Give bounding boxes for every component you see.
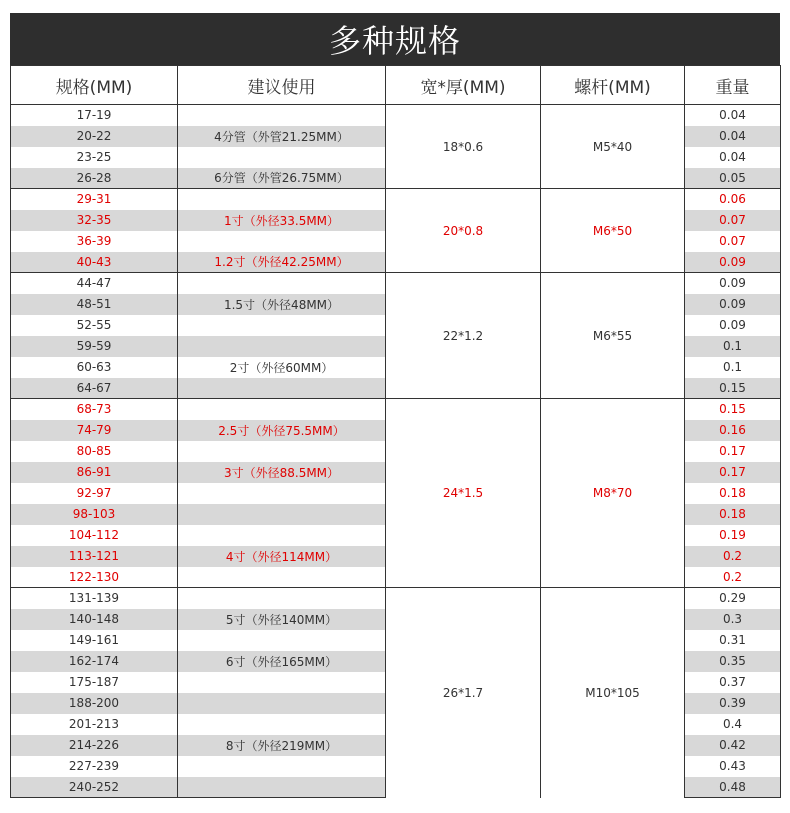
cell-weight: 0.17 [685,441,781,462]
cell-suggested-use [178,273,386,294]
cell-suggested-use: 8寸（外径219MM） [178,735,386,756]
cell-spec: 188-200 [11,693,178,714]
cell-suggested-use: 1寸（外径33.5MM） [178,210,386,231]
cell-spec: 23-25 [11,147,178,168]
table-header [11,66,781,105]
cell-spec: 68-73 [11,399,178,420]
cell-width-thickness: 22*1.2 [386,273,541,399]
cell-weight: 0.35 [685,651,781,672]
cell-bolt: M6*55 [541,273,685,399]
cell-weight: 0.2 [685,546,781,567]
cell-suggested-use [178,672,386,693]
cell-weight: 0.39 [685,693,781,714]
cell-suggested-use [178,630,386,651]
cell-spec: 32-35 [11,210,178,231]
cell-weight: 0.1 [685,336,781,357]
cell-weight: 0.05 [685,168,781,189]
cell-weight: 0.04 [685,105,781,126]
cell-suggested-use [178,567,386,588]
cell-spec: 240-252 [11,777,178,798]
cell-spec: 44-47 [11,273,178,294]
cell-weight: 0.18 [685,483,781,504]
cell-spec: 52-55 [11,315,178,336]
cell-spec: 40-43 [11,252,178,273]
cell-spec: 104-112 [11,525,178,546]
table-row [11,189,781,210]
cell-suggested-use: 2寸（外径60MM） [178,357,386,378]
header-row [11,66,781,105]
cell-weight: 0.29 [685,588,781,609]
cell-weight: 0.04 [685,126,781,147]
cell-suggested-use [178,336,386,357]
cell-weight: 0.3 [685,609,781,630]
cell-bolt: M8*70 [541,399,685,588]
cell-suggested-use [178,378,386,399]
header-spec: 规格(MM) [11,66,178,105]
cell-suggested-use: 6分管（外管26.75MM） [178,168,386,189]
table-row [11,105,781,126]
cell-spec: 29-31 [11,189,178,210]
cell-spec: 48-51 [11,294,178,315]
spec-sheet [10,13,780,798]
cell-width-thickness: 18*0.6 [386,105,541,189]
cell-bolt: M10*105 [541,588,685,798]
cell-spec: 131-139 [11,588,178,609]
cell-spec: 60-63 [11,357,178,378]
cell-spec: 74-79 [11,420,178,441]
cell-spec: 214-226 [11,735,178,756]
cell-bolt: M6*50 [541,189,685,273]
cell-spec: 92-97 [11,483,178,504]
cell-weight: 0.15 [685,378,781,399]
cell-suggested-use [178,105,386,126]
header-suggested-use: 建议使用 [178,66,386,105]
cell-weight: 0.37 [685,672,781,693]
cell-suggested-use [178,189,386,210]
header-width-thickness: 宽*厚(MM) [386,66,541,105]
cell-weight: 0.16 [685,420,781,441]
cell-weight: 0.42 [685,735,781,756]
cell-suggested-use [178,588,386,609]
table-row [11,399,781,420]
cell-spec: 140-148 [11,609,178,630]
cell-weight: 0.15 [685,399,781,420]
table-row [11,588,781,609]
cell-suggested-use [178,441,386,462]
cell-suggested-use [178,756,386,777]
cell-spec: 86-91 [11,462,178,483]
table-body [11,105,781,798]
cell-weight: 0.18 [685,504,781,525]
cell-weight: 0.2 [685,567,781,588]
cell-spec: 162-174 [11,651,178,672]
table-row [11,273,781,294]
cell-spec: 17-19 [11,105,178,126]
cell-weight: 0.09 [685,315,781,336]
cell-spec: 98-103 [11,504,178,525]
cell-suggested-use: 2.5寸（外径75.5MM） [178,420,386,441]
cell-suggested-use: 4寸（外径114MM） [178,546,386,567]
cell-suggested-use [178,714,386,735]
cell-spec: 64-67 [11,378,178,399]
header-bolt: 螺杆(MM) [541,66,685,105]
spec-table [10,65,781,798]
cell-spec: 26-28 [11,168,178,189]
cell-weight: 0.06 [685,189,781,210]
cell-suggested-use [178,525,386,546]
cell-weight: 0.09 [685,294,781,315]
cell-bolt: M5*40 [541,105,685,189]
cell-weight: 0.43 [685,756,781,777]
cell-spec: 80-85 [11,441,178,462]
cell-spec: 122-130 [11,567,178,588]
header-weight: 重量 [685,66,781,105]
cell-weight: 0.31 [685,630,781,651]
cell-suggested-use: 1.5寸（外径48MM） [178,294,386,315]
page-title: 多种规格 [10,13,780,65]
cell-width-thickness: 24*1.5 [386,399,541,588]
cell-suggested-use [178,315,386,336]
cell-weight: 0.07 [685,231,781,252]
cell-width-thickness: 26*1.7 [386,588,541,798]
cell-weight: 0.4 [685,714,781,735]
cell-weight: 0.04 [685,147,781,168]
cell-suggested-use [178,777,386,798]
cell-weight: 0.09 [685,273,781,294]
cell-weight: 0.48 [685,777,781,798]
cell-suggested-use [178,231,386,252]
cell-spec: 149-161 [11,630,178,651]
cell-suggested-use: 6寸（外径165MM） [178,651,386,672]
cell-spec: 113-121 [11,546,178,567]
cell-width-thickness: 20*0.8 [386,189,541,273]
cell-spec: 36-39 [11,231,178,252]
cell-suggested-use: 3寸（外径88.5MM） [178,462,386,483]
cell-suggested-use [178,504,386,525]
cell-suggested-use [178,147,386,168]
cell-suggested-use [178,399,386,420]
cell-suggested-use [178,483,386,504]
cell-suggested-use: 1.2寸（外径42.25MM） [178,252,386,273]
cell-spec: 175-187 [11,672,178,693]
cell-weight: 0.07 [685,210,781,231]
cell-spec: 20-22 [11,126,178,147]
cell-weight: 0.09 [685,252,781,273]
cell-spec: 59-59 [11,336,178,357]
cell-weight: 0.17 [685,462,781,483]
cell-weight: 0.1 [685,357,781,378]
cell-spec: 227-239 [11,756,178,777]
cell-spec: 201-213 [11,714,178,735]
cell-weight: 0.19 [685,525,781,546]
cell-suggested-use: 5寸（外径140MM） [178,609,386,630]
cell-suggested-use [178,693,386,714]
cell-suggested-use: 4分管（外管21.25MM） [178,126,386,147]
